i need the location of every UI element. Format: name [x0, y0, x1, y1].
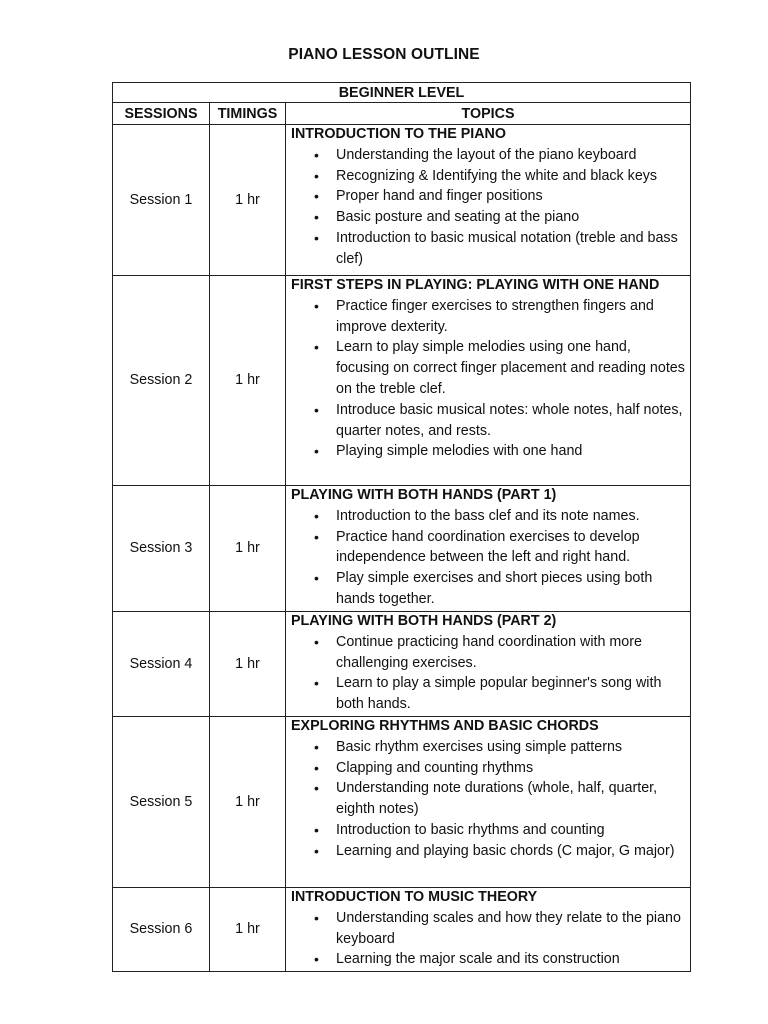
topic-bullet-list — [291, 506, 686, 610]
header-row — [113, 103, 691, 125]
topic-title: INTRODUCTION TO MUSIC THEORY — [291, 889, 538, 905]
list-item: • Understanding note durations (whole, half, quarter, eighth notes) — [336, 778, 686, 820]
list-item: • Learning the major scale and its construction — [336, 949, 686, 970]
list-item: • Understanding scales and how they relate to the piano keyboard — [336, 908, 686, 950]
list-item: • Play simple exercises and short pieces using both hands together. — [336, 568, 686, 610]
table-row — [113, 888, 691, 972]
list-item: • Learning and playing basic chords (C major, G major) — [336, 841, 686, 862]
topic-bullet-list — [291, 296, 686, 462]
topic-bullet-list — [291, 737, 686, 862]
list-item: • Understanding the layout of the piano keyboard — [336, 145, 686, 166]
topic-bullet-list — [291, 908, 686, 970]
topics-cell — [286, 888, 691, 972]
list-item: • Basic posture and seating at the piano — [336, 207, 686, 228]
topic-title: EXPLORING RHYTHMS AND BASIC CHORDS — [291, 718, 599, 734]
list-item: • Learn to play simple melodies using one hand, focusing on correct finger placement and reading notes on the treble clef. — [336, 337, 686, 399]
timing-cell: 1 hr — [210, 717, 286, 888]
column-header-topics: TOPICS — [286, 103, 691, 125]
table-row — [113, 717, 691, 888]
timing-cell: 1 hr — [210, 486, 286, 612]
session-cell: Session 4 — [113, 612, 210, 717]
list-item: • Introduction to basic rhythms and counting — [336, 820, 686, 841]
session-cell: Session 3 — [113, 486, 210, 612]
list-item: • Playing simple melodies with one hand — [336, 441, 686, 462]
column-header-timings: TIMINGS — [210, 103, 286, 125]
list-item: • Basic rhythm exercises using simple patterns — [336, 737, 686, 758]
timing-cell: 1 hr — [210, 125, 286, 276]
session-cell: Session 2 — [113, 276, 210, 486]
list-item: • Practice finger exercises to strengthen fingers and improve dexterity. — [336, 296, 686, 338]
timing-cell: 1 hr — [210, 888, 286, 972]
level-row — [113, 83, 691, 103]
topic-bullet-list — [291, 632, 686, 715]
topics-cell — [286, 125, 691, 276]
page-title: PIANO LESSON OUTLINE — [288, 46, 480, 63]
table-row — [113, 125, 691, 276]
table-row — [113, 486, 691, 612]
list-item: • Learn to play a simple popular beginner's song with both hands. — [336, 673, 686, 715]
topic-title: PLAYING WITH BOTH HANDS (PART 1) — [291, 487, 557, 503]
topic-title: FIRST STEPS IN PLAYING: PLAYING WITH ONE HAND — [291, 277, 660, 293]
list-item: • Recognizing & Identifying the white and black keys — [336, 166, 686, 187]
lesson-outline-table — [112, 82, 691, 972]
session-cell: Session 6 — [113, 888, 210, 972]
list-item: • Introduction to basic musical notation (treble and bass clef) — [336, 228, 686, 270]
table-row — [113, 276, 691, 486]
table-row — [113, 612, 691, 717]
topic-bullet-list — [291, 145, 686, 270]
column-header-sessions: SESSIONS — [113, 103, 210, 125]
topics-cell — [286, 717, 691, 888]
list-item: • Clapping and counting rhythms — [336, 758, 686, 779]
topic-title: INTRODUCTION TO THE PIANO — [291, 126, 506, 142]
level-heading: BEGINNER LEVEL — [113, 83, 691, 103]
topics-cell — [286, 486, 691, 612]
session-cell: Session 1 — [113, 125, 210, 276]
timing-cell: 1 hr — [210, 276, 286, 486]
list-item: • Practice hand coordination exercises to develop independence between the left and right hand. — [336, 527, 686, 569]
list-item: • Introduction to the bass clef and its note names. — [336, 506, 686, 527]
topic-title: PLAYING WITH BOTH HANDS (PART 2) — [291, 613, 557, 629]
list-item: • Proper hand and finger positions — [336, 186, 686, 207]
list-item: • Introduce basic musical notes: whole notes, half notes, quarter notes, and rests. — [336, 400, 686, 442]
list-item: • Continue practicing hand coordination with more challenging exercises. — [336, 632, 686, 674]
session-cell: Session 5 — [113, 717, 210, 888]
topics-cell — [286, 276, 691, 486]
timing-cell: 1 hr — [210, 612, 286, 717]
topics-cell — [286, 612, 691, 717]
